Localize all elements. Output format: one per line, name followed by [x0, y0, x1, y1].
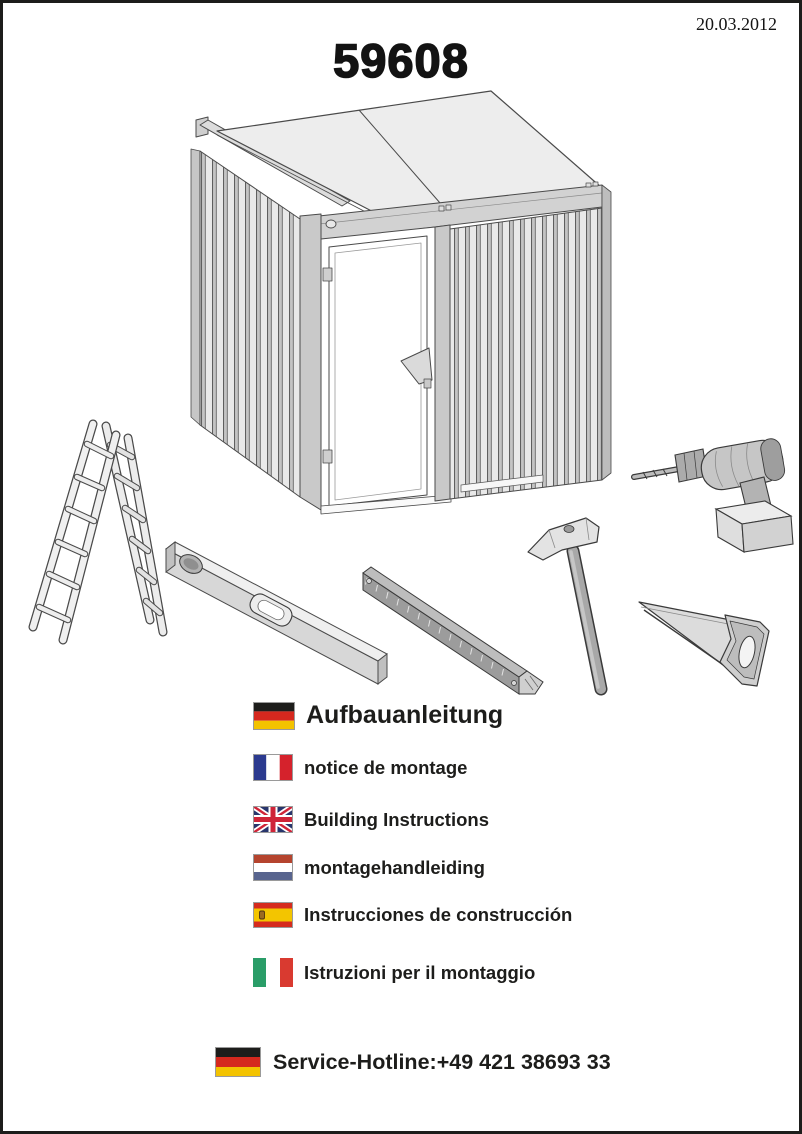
page-title: 59608: [333, 34, 469, 87]
italian-flag-icon: [253, 958, 293, 987]
hotline-label: Service-Hotline:: [273, 1049, 437, 1074]
language-label: Aufbauanleitung: [306, 701, 504, 729]
language-row-spanish: [253, 902, 572, 928]
german-flag-icon: [253, 702, 295, 730]
handsaw-icon: [639, 602, 769, 686]
language-row-english: [253, 806, 489, 833]
language-label: notice de montage: [304, 756, 468, 778]
language-row-dutch: [253, 854, 485, 881]
folding-ruler-icon: [363, 567, 543, 694]
service-hotline-row: [215, 1047, 611, 1077]
language-label: montagehandleiding: [304, 856, 485, 878]
revision-date: 20.03.2012: [696, 14, 777, 34]
french-flag-icon: [253, 754, 293, 781]
spanish-flag-icon: [253, 902, 293, 928]
hotline-number: +49 421 38693 33: [436, 1049, 611, 1074]
spirit-level-icon: [166, 542, 387, 684]
hammer-icon: [528, 518, 601, 689]
german-flag-icon: [215, 1047, 261, 1077]
language-row-italian: [253, 958, 535, 987]
uk-flag-icon: [253, 806, 293, 833]
cordless-drill-icon: [634, 437, 793, 552]
language-label: Building Instructions: [304, 808, 489, 830]
dutch-flag-icon: [253, 854, 293, 881]
language-row-german: [253, 701, 503, 730]
language-label: Instrucciones de construcción: [304, 904, 573, 925]
language-row-french: [253, 754, 467, 781]
sauna-cabin-icon: [191, 91, 611, 514]
language-label: Istruzioni per il montaggio: [304, 961, 536, 983]
stepladder-icon: [33, 424, 163, 640]
